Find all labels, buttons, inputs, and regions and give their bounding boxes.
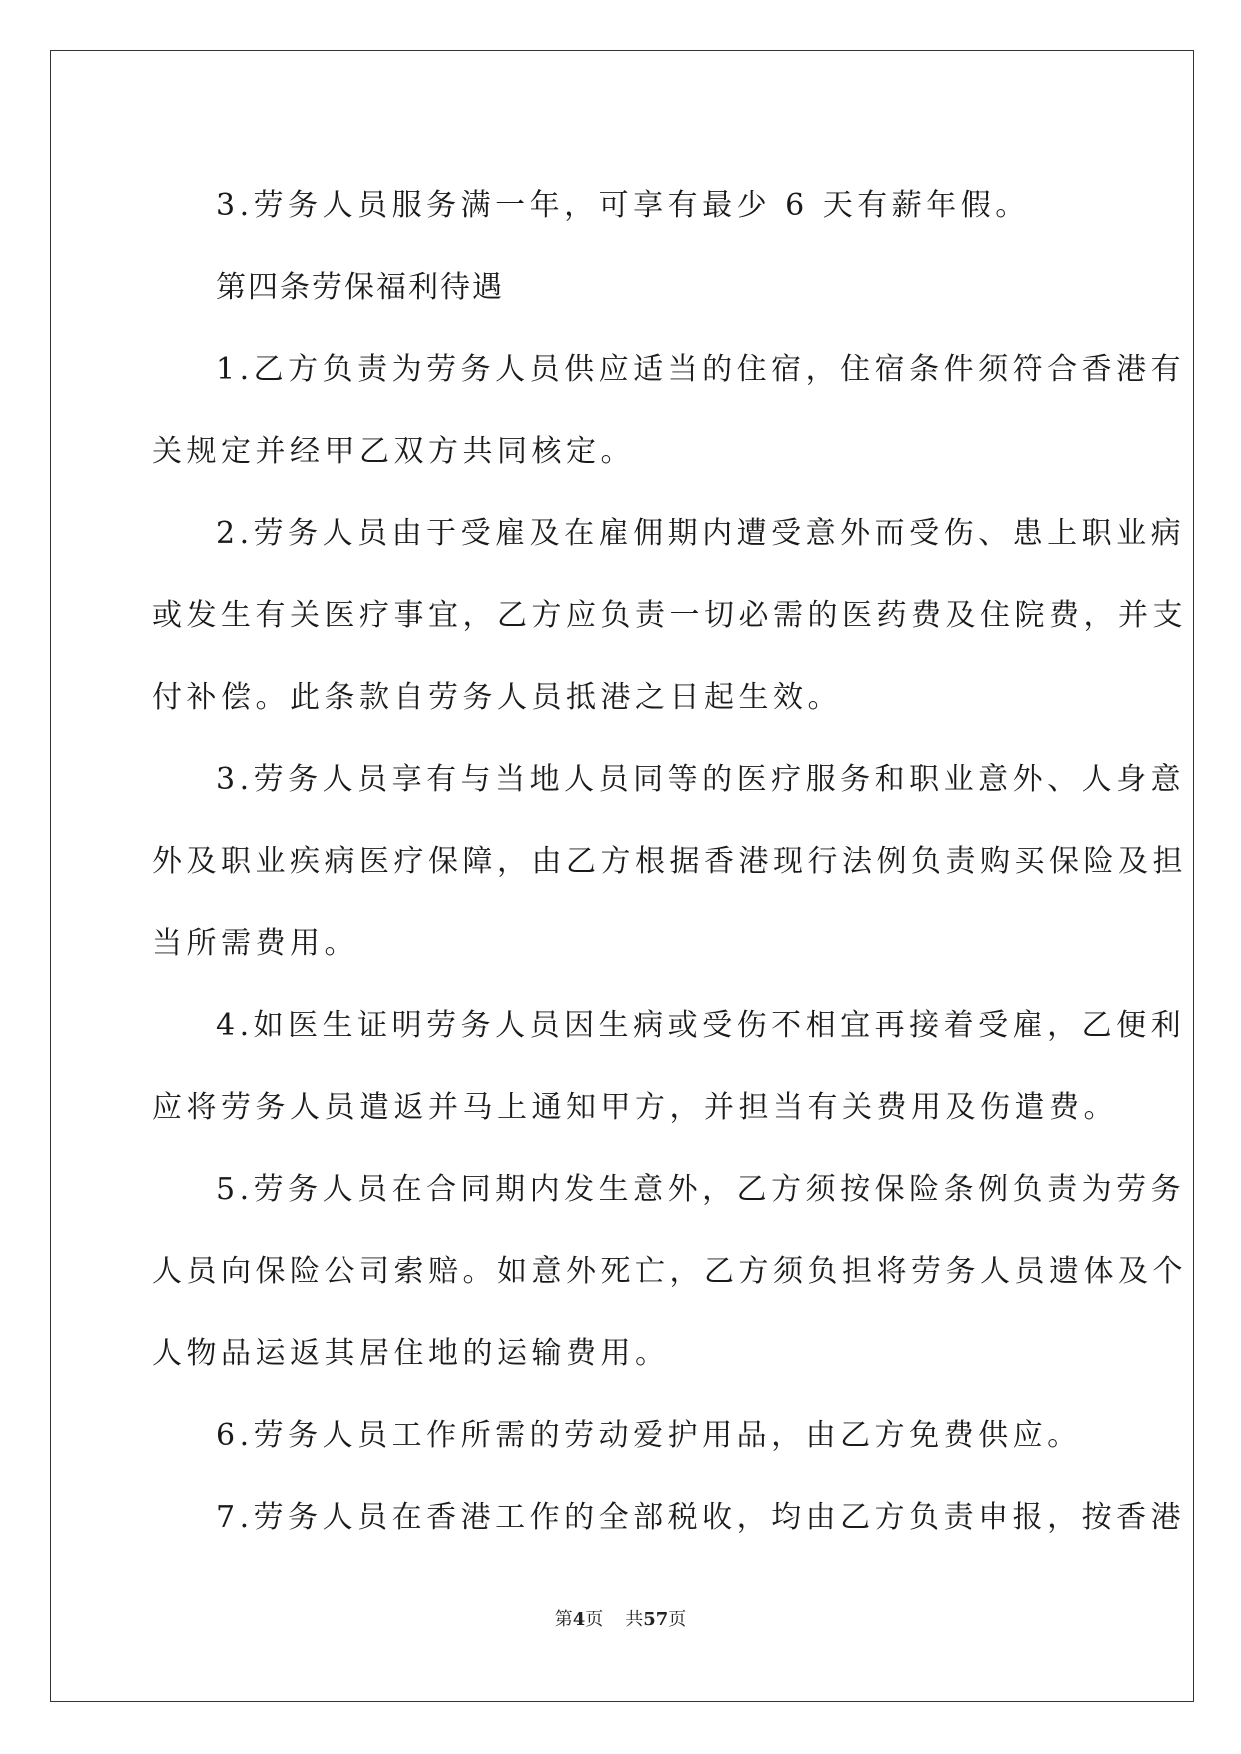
text-line: 关规定并经甲乙双方共同核定。 — [152, 434, 635, 469]
page-footer — [0, 1605, 1241, 1631]
text-line: 3.劳务人员享有与当地人员同等的医疗服务和职业意外、人身意 — [216, 762, 1186, 797]
text-line: 1.乙方负责为劳务人员供应适当的住宿，住宿条件须符合香港有 — [216, 352, 1186, 387]
page-number: 4 — [572, 1609, 586, 1630]
document-body — [152, 165, 1187, 1559]
text-line: 第四条劳保福利待遇 — [216, 270, 504, 305]
paragraph-medical-insurance — [152, 739, 1187, 985]
text-line: 外及职业疾病医疗保障，由乙方根据香港现行法例负责购买保险及担 — [152, 844, 1187, 879]
text-line: 应将劳务人员遣返并马上通知甲方，并担当有关费用及伤遣费。 — [152, 1090, 1118, 1125]
paragraph-accommodation — [152, 329, 1186, 493]
paragraph-protective-gear — [152, 1395, 1092, 1477]
text-line: 3.劳务人员服务满一年，可享有最少 6 天有薪年假。 — [216, 188, 1030, 223]
text-line: 2.劳务人员由于受雇及在雇佣期内遭受意外而受伤、患上职业病 — [216, 516, 1186, 551]
footer-total-prefix: 共 — [625, 1609, 644, 1630]
paragraph-injury-medical — [152, 493, 1187, 739]
footer-prefix: 第 — [554, 1609, 573, 1630]
section-heading — [152, 247, 1092, 329]
paragraph-accident-claims — [152, 1149, 1187, 1395]
text-line: 人物品运返其居住地的运输费用。 — [152, 1336, 670, 1371]
text-line: 4.如医生证明劳务人员因生病或受伤不相宜再接着受雇，乙便利 — [216, 1008, 1186, 1043]
text-line: 或发生有关医疗事宜，乙方应负责一切必需的医药费及住院费，并支 — [152, 598, 1187, 633]
paragraph-annual-leave — [152, 165, 1092, 247]
text-line: 付补偿。此条款自劳务人员抵港之日起生效。 — [152, 680, 842, 715]
text-line: 5.劳务人员在合同期内发生意外，乙方须按保险条例负责为劳务 — [216, 1172, 1186, 1207]
text-line: 人员向保险公司索赔。如意外死亡，乙方须负担将劳务人员遗体及个 — [152, 1254, 1187, 1289]
footer-total-suffix: 页 — [668, 1609, 687, 1630]
text-line: 当所需费用。 — [152, 926, 359, 961]
text-line: 7.劳务人员在香港工作的全部税收，均由乙方负责申报，按香港 — [216, 1500, 1186, 1535]
paragraph-taxation — [152, 1477, 1186, 1559]
total-pages: 57 — [643, 1609, 669, 1630]
paragraph-repatriation — [152, 985, 1186, 1149]
footer-page-suffix: 页 — [585, 1609, 604, 1630]
text-line: 6.劳务人员工作所需的劳动爱护用品，由乙方免费供应。 — [216, 1418, 1082, 1453]
